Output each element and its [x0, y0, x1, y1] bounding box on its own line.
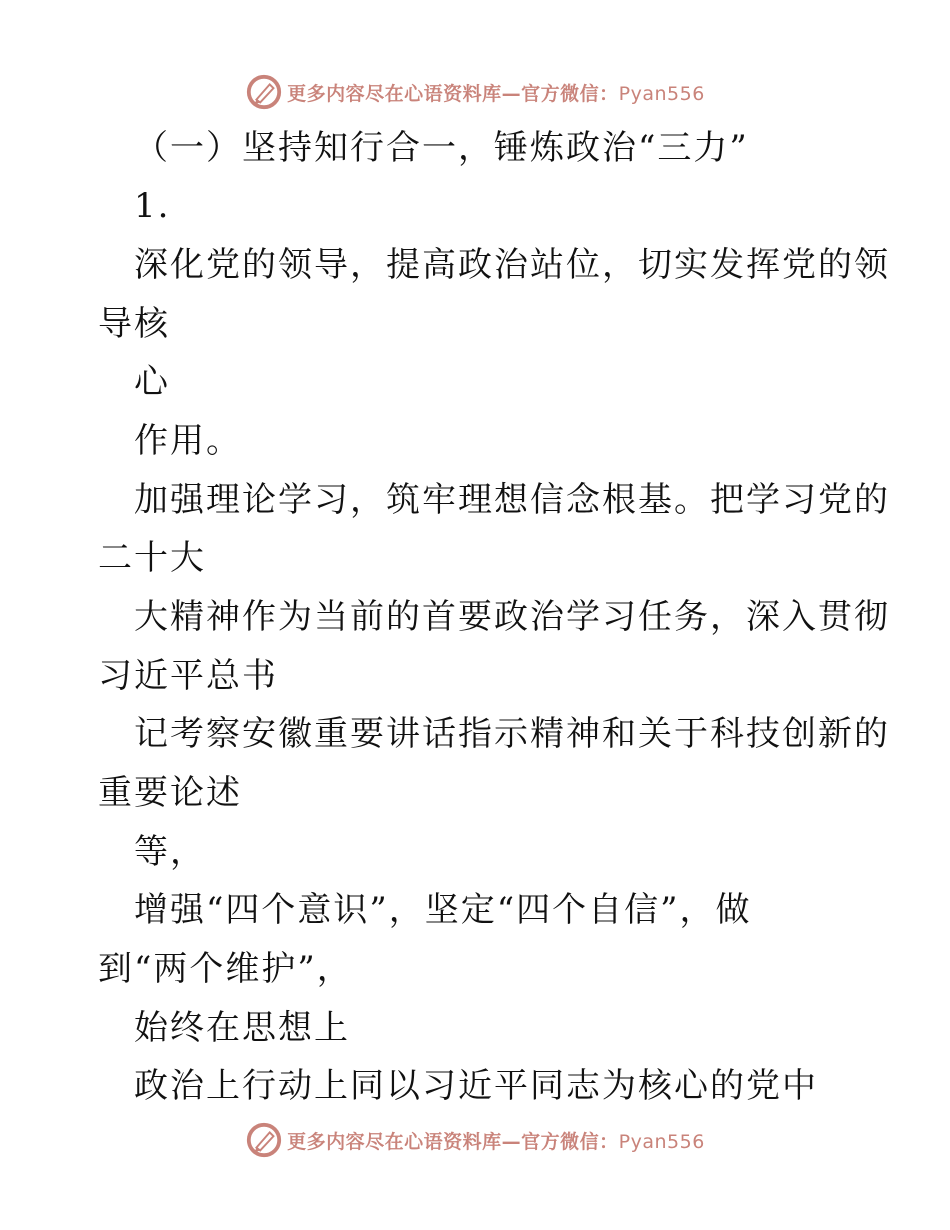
pen-logo-icon: [245, 1121, 283, 1159]
text-line: 大精神作为当前的首要政治学习任务，深入贯彻: [134, 597, 890, 637]
text-line: 始终在思想上: [134, 1008, 350, 1048]
watermark-text: 更多内容尽在心语资料库—官方微信：Pyan556: [287, 82, 705, 105]
watermark-id: Pyan556: [618, 1130, 705, 1153]
watermark-id: Pyan556: [618, 82, 705, 105]
text-line: 等，: [134, 832, 206, 872]
text-line: 习近平总书: [98, 656, 278, 696]
section-heading: （一）坚持知行合一，锤炼政治“三力”: [134, 128, 749, 168]
text-line: 深化党的领导，提高政治站位，切实发挥党的领: [134, 245, 890, 285]
watermark-text: 更多内容尽在心语资料库—官方微信：Pyan556: [287, 1130, 705, 1153]
text-line: 增强“四个意识”，坚定“四个自信”，做: [134, 890, 752, 930]
text-line: 重要论述: [98, 773, 242, 813]
text-line: 二十大: [98, 538, 206, 578]
text-line: 导核: [98, 304, 170, 344]
text-line: 记考察安徽重要讲话指示精神和关于科技创新的: [134, 714, 890, 754]
text-line: 加强理论学习，筑牢理想信念根基。把学习党的: [134, 480, 890, 520]
text-line: 政治上行动上同以习近平同志为核心的党中: [134, 1066, 818, 1106]
item-number: 1.: [134, 186, 171, 226]
text-line: 到“两个维护”，: [98, 949, 353, 989]
footer-watermark: [0, 1118, 950, 1162]
text-line: 心: [134, 362, 170, 402]
text-line: 作用。: [134, 421, 242, 461]
